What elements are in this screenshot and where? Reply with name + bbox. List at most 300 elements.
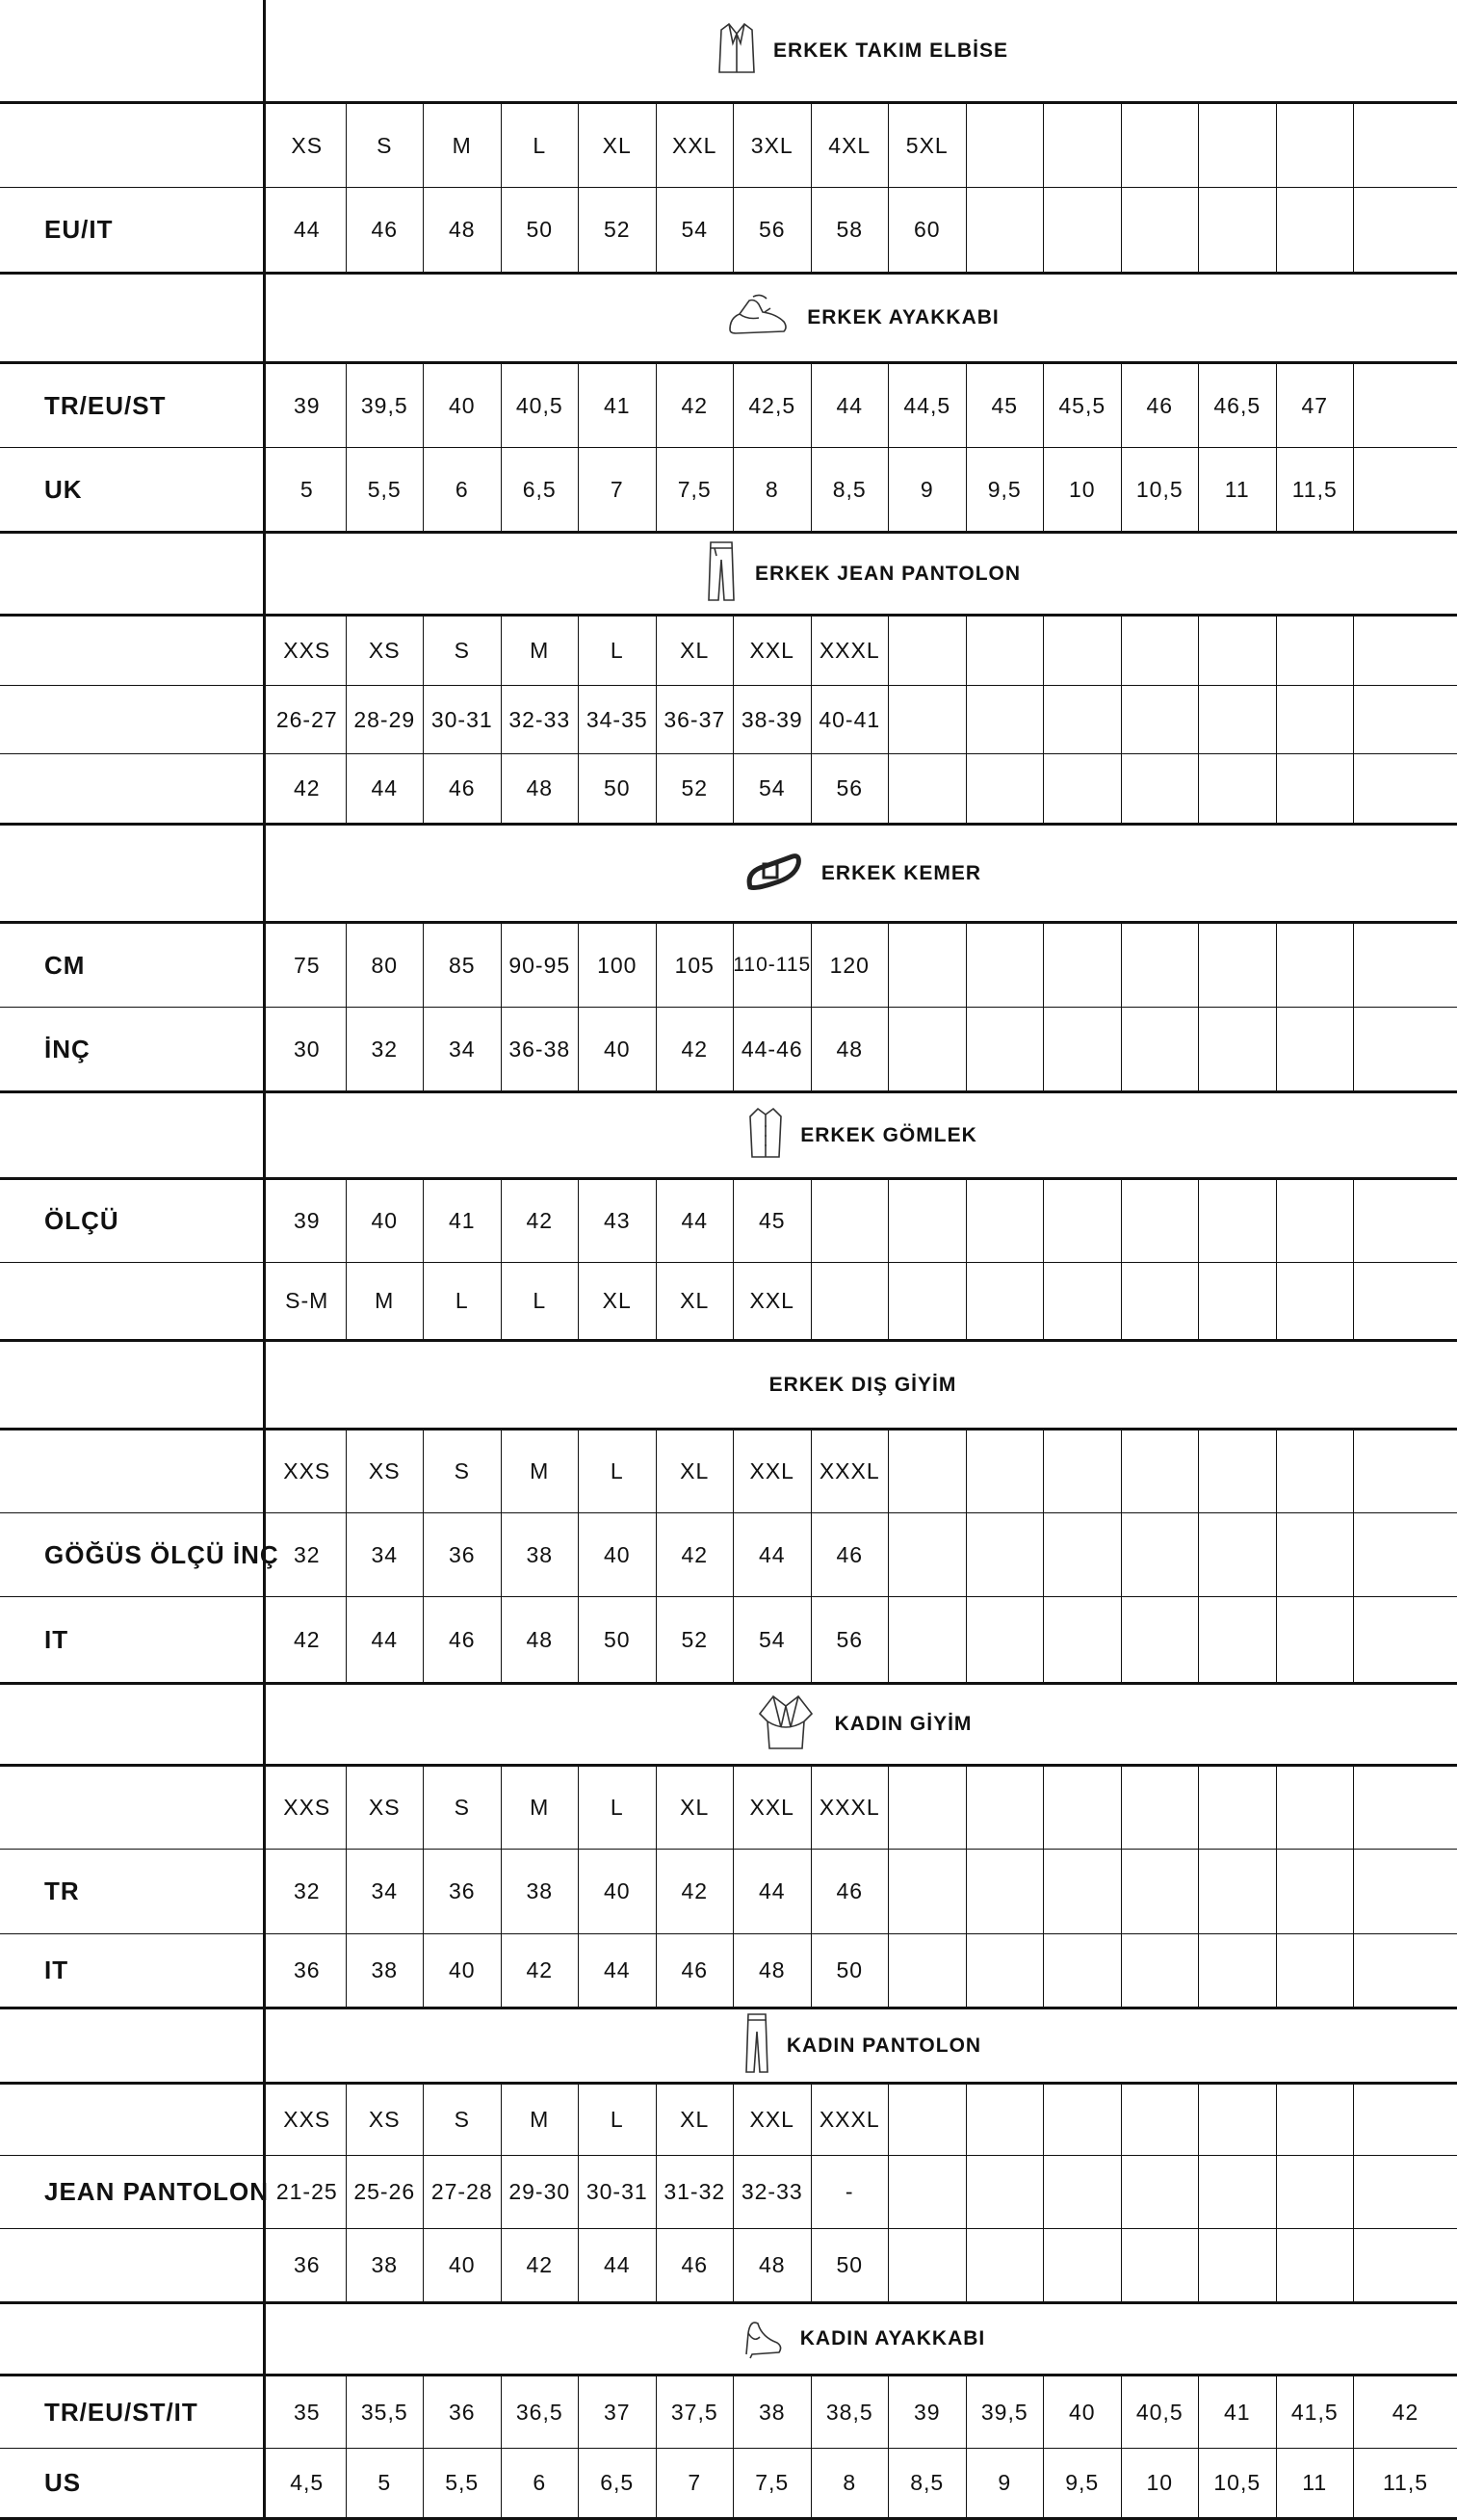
table-cell: 5,5 — [424, 2449, 502, 2517]
table-row — [0, 1263, 1457, 1339]
table-cell: 41 — [424, 1180, 502, 1262]
table-cell — [1354, 2085, 1457, 2155]
table-cell: 42 — [657, 364, 735, 447]
table-cell — [967, 188, 1045, 272]
table-cell: XXS — [269, 2085, 347, 2155]
table-cell: 9,5 — [1044, 2449, 1122, 2517]
table-cell: 10,5 — [1122, 448, 1200, 531]
table-cell: XXS — [269, 1767, 347, 1849]
section-header-label-cell — [0, 1093, 266, 1177]
table-cell — [889, 2085, 967, 2155]
table-cell: 36-37 — [657, 686, 735, 753]
table-cell: XL — [579, 1263, 657, 1339]
table-cell: 48 — [734, 2229, 812, 2301]
table-cell — [1044, 1597, 1122, 1682]
section-title: ERKEK DIŞ GİYİM — [768, 1373, 957, 1396]
table-cell: 5XL — [889, 104, 967, 187]
table-cell: 5 — [347, 2449, 425, 2517]
table-cell — [889, 754, 967, 823]
table-cell — [889, 1180, 967, 1262]
table-cell: XS — [347, 2085, 425, 2155]
table-cell: 8,5 — [889, 2449, 967, 2517]
table-cell — [889, 1008, 967, 1090]
table-cell — [1277, 1767, 1355, 1849]
row-label — [0, 1767, 266, 1849]
table-cell — [1122, 754, 1200, 823]
table-cell: 42 — [657, 1513, 735, 1596]
table-cell — [1122, 924, 1200, 1007]
section-erkek-kemer — [0, 826, 1457, 1093]
table-cell — [1277, 1850, 1355, 1933]
table-row — [0, 754, 1457, 823]
table-cell — [1122, 1597, 1200, 1682]
table-cell: 21-25 — [269, 2156, 347, 2228]
section-title: ERKEK GÖMLEK — [800, 1123, 977, 1146]
table-cell — [1354, 104, 1457, 187]
table-cell: 56 — [812, 754, 890, 823]
table-cell — [1044, 1180, 1122, 1262]
table-cell: 39 — [269, 364, 347, 447]
table-cell — [967, 617, 1045, 685]
table-cell: 46 — [657, 2229, 735, 2301]
table-cell — [1354, 686, 1457, 753]
table-row — [0, 2085, 1457, 2156]
table-cell — [967, 1934, 1045, 2007]
table-cell: XXL — [734, 1263, 812, 1339]
table-cell: 25-26 — [347, 2156, 425, 2228]
table-cell: 30-31 — [579, 2156, 657, 2228]
table-cell: 58 — [812, 188, 890, 272]
shirt-icon — [748, 1105, 783, 1166]
table-cell: 40 — [424, 364, 502, 447]
table-cell: 40 — [1044, 2376, 1122, 2448]
section-title: KADIN AYAKKABI — [799, 2327, 986, 2349]
section-erkek-dis-giyim — [0, 1342, 1457, 1685]
table-cell: 42,5 — [734, 364, 812, 447]
row-label — [0, 754, 266, 823]
row-cells — [269, 104, 1457, 187]
table-cell — [889, 924, 967, 1007]
table-cell — [1044, 754, 1122, 823]
table-cell: 39,5 — [967, 2376, 1045, 2448]
table-cell: 36 — [269, 2229, 347, 2301]
table-row — [0, 1767, 1457, 1850]
table-cell — [1122, 1431, 1200, 1512]
table-cell — [889, 2156, 967, 2228]
row-cells — [269, 1934, 1457, 2007]
section-title-area — [269, 2009, 1457, 2082]
section-title-area — [269, 0, 1457, 101]
table-cell: XXL — [657, 104, 735, 187]
table-cell — [967, 1597, 1045, 1682]
table-row — [0, 364, 1457, 448]
table-cell: 50 — [812, 1934, 890, 2007]
table-cell: 48 — [502, 1597, 580, 1682]
table-cell — [1199, 1850, 1277, 1933]
table-cell: 44 — [579, 2229, 657, 2301]
row-label: EU/IT — [0, 188, 266, 272]
table-row — [0, 1597, 1457, 1682]
table-cell: 44 — [269, 188, 347, 272]
table-cell — [1277, 2229, 1355, 2301]
table-cell: 8 — [812, 2449, 890, 2517]
table-cell: L — [579, 617, 657, 685]
table-cell: 34-35 — [579, 686, 657, 753]
table-cell: 52 — [579, 188, 657, 272]
table-cell: 56 — [734, 188, 812, 272]
table-cell — [889, 1431, 967, 1512]
women-pants-icon — [744, 2012, 769, 2079]
table-row — [0, 2229, 1457, 2301]
table-cell: 42 — [269, 754, 347, 823]
table-cell: 37,5 — [657, 2376, 735, 2448]
table-cell — [1277, 1431, 1355, 1512]
table-cell: 46 — [657, 1934, 735, 2007]
table-cell: 42 — [1392, 2399, 1419, 2425]
row-label: TR/EU/ST/IT — [0, 2376, 266, 2448]
table-cell: 7 — [657, 2449, 735, 2517]
table-cell: 6,5 — [502, 448, 580, 531]
table-cell: 40 — [424, 1934, 502, 2007]
table-cell: 7,5 — [734, 2449, 812, 2517]
table-cell — [967, 924, 1045, 1007]
table-cell: 6,5 — [579, 2449, 657, 2517]
table-cell — [1122, 1767, 1200, 1849]
table-cell — [967, 1513, 1045, 1596]
section-header-label-cell — [0, 1342, 266, 1428]
table-cell: XXL — [734, 617, 812, 685]
table-cell: 34 — [347, 1850, 425, 1933]
table-cell — [889, 1850, 967, 1933]
table-cell — [967, 686, 1045, 753]
table-cell: 40,5 — [502, 364, 580, 447]
section-title-area — [269, 275, 1457, 361]
table-row — [0, 1180, 1457, 1263]
table-cell: 7,5 — [657, 448, 735, 531]
section-kadin-ayakkabi — [0, 2304, 1457, 2520]
table-cell — [1277, 104, 1355, 187]
table-cell: M — [502, 1431, 580, 1512]
table-cell: XS — [347, 1431, 425, 1512]
table-cell: 52 — [657, 1597, 735, 1682]
table-cell: XXXL — [812, 1431, 890, 1512]
table-cell — [1122, 617, 1200, 685]
section-erkek-takim-elbise — [0, 0, 1457, 275]
table-cell: 60 — [889, 188, 967, 272]
table-cell: 54 — [734, 754, 812, 823]
section-title-area — [269, 534, 1457, 614]
table-cell: 80 — [347, 924, 425, 1007]
table-cell — [812, 1180, 890, 1262]
table-cell — [1277, 754, 1355, 823]
table-cell: 44 — [734, 1850, 812, 1933]
section-header — [0, 1685, 1457, 1767]
table-cell: 5,5 — [347, 448, 425, 531]
table-cell — [1122, 104, 1200, 187]
table-cell — [1044, 1263, 1122, 1339]
table-row — [0, 686, 1457, 754]
table-cell — [1044, 617, 1122, 685]
section-erkek-ayakkabi — [0, 275, 1457, 534]
table-cell — [967, 2229, 1045, 2301]
table-cell — [1122, 1008, 1200, 1090]
table-cell: S — [347, 104, 425, 187]
row-cells — [269, 2229, 1457, 2301]
section-header — [0, 1342, 1457, 1431]
table-cell — [967, 2085, 1045, 2155]
table-cell — [1044, 188, 1122, 272]
table-cell: 38 — [502, 1850, 580, 1933]
table-cell: 50 — [579, 754, 657, 823]
table-cell: 34 — [347, 1513, 425, 1596]
row-cells — [269, 1008, 1457, 1090]
section-header — [0, 1093, 1457, 1180]
table-cell: 11 — [1277, 2449, 1355, 2517]
table-row — [0, 188, 1457, 272]
table-cell: 37 — [579, 2376, 657, 2448]
table-cell: XS — [347, 1767, 425, 1849]
table-cell: 5 — [269, 448, 347, 531]
table-cell — [1199, 924, 1277, 1007]
table-cell: 56 — [812, 1597, 890, 1682]
row-label — [0, 1263, 266, 1339]
table-cell: 48 — [734, 1934, 812, 2007]
section-header-label-cell — [0, 2304, 266, 2374]
table-cell: S — [424, 1767, 502, 1849]
table-cell: 42 — [269, 1597, 347, 1682]
table-cell: 41 — [579, 364, 657, 447]
row-cells — [269, 188, 1457, 272]
table-cell: L — [579, 1767, 657, 1849]
section-header — [0, 2304, 1457, 2376]
table-cell — [967, 1431, 1045, 1512]
table-cell: M — [424, 104, 502, 187]
table-cell — [1277, 1513, 1355, 1596]
section-header — [0, 2009, 1457, 2085]
section-kadin-pantolon — [0, 2009, 1457, 2304]
table-cell: 6 — [424, 448, 502, 531]
table-cell: XS — [269, 104, 347, 187]
table-cell: 54 — [734, 1597, 812, 1682]
table-cell: 30 — [269, 1008, 347, 1090]
row-label: US — [0, 2449, 266, 2517]
section-erkek-gomlek — [0, 1093, 1457, 1342]
row-label: JEAN PANTOLON — [0, 2156, 266, 2228]
table-row — [0, 1934, 1457, 2007]
table-cell: XXL — [734, 1431, 812, 1512]
table-cell — [1354, 188, 1457, 272]
table-cell — [889, 1513, 967, 1596]
table-cell: 35 — [269, 2376, 347, 2448]
table-cell: 42 — [502, 1934, 580, 2007]
table-cell: 36 — [424, 1850, 502, 1933]
table-cell — [967, 1850, 1045, 1933]
table-cell: 48 — [424, 188, 502, 272]
table-cell: 44 — [347, 1597, 425, 1682]
table-cell: 40 — [424, 2229, 502, 2301]
row-cells — [269, 1431, 1457, 1512]
table-cell — [1044, 1850, 1122, 1933]
table-cell: S — [424, 617, 502, 685]
men-shoe-icon — [726, 291, 790, 346]
table-cell: L — [579, 1431, 657, 1512]
table-cell — [1122, 2229, 1200, 2301]
table-cell: 32 — [269, 1513, 347, 1596]
table-cell: S — [424, 2085, 502, 2155]
row-label — [0, 1431, 266, 1512]
table-cell: 105 — [657, 924, 735, 1007]
table-cell: 29-30 — [502, 2156, 580, 2228]
women-top-icon — [754, 1693, 818, 1757]
table-cell: 50 — [579, 1597, 657, 1682]
table-cell — [1122, 686, 1200, 753]
row-label: CM — [0, 924, 266, 1007]
table-cell: M — [347, 1263, 425, 1339]
section-title-area — [269, 1685, 1457, 1764]
table-row — [0, 2376, 1457, 2449]
table-cell — [1122, 1934, 1200, 2007]
table-cell — [1199, 1008, 1277, 1090]
table-cell: 26-27 — [269, 686, 347, 753]
section-title: ERKEK AYAKKABI — [807, 306, 1000, 328]
table-cell — [889, 1934, 967, 2007]
table-cell: 4XL — [812, 104, 890, 187]
table-cell — [1199, 188, 1277, 272]
row-cells — [269, 924, 1457, 1007]
table-cell — [1277, 1597, 1355, 1682]
row-cells — [269, 1263, 1457, 1339]
table-cell — [1199, 1597, 1277, 1682]
table-cell: XXL — [734, 1767, 812, 1849]
table-cell: 42 — [657, 1008, 735, 1090]
section-title: KADIN GİYİM — [834, 1713, 973, 1735]
table-cell — [1044, 1767, 1122, 1849]
table-cell: 50 — [502, 188, 580, 272]
table-cell: L — [502, 104, 580, 187]
table-cell: 31-32 — [657, 2156, 735, 2228]
row-cells — [269, 1767, 1457, 1849]
table-cell — [1354, 1513, 1457, 1596]
table-cell: 36-38 — [502, 1008, 580, 1090]
table-cell: - — [812, 2156, 890, 2228]
table-row — [0, 2449, 1457, 2517]
table-cell — [1277, 1180, 1355, 1262]
table-cell: 27-28 — [424, 2156, 502, 2228]
table-cell: 46 — [812, 1513, 890, 1596]
row-cells — [269, 617, 1457, 685]
table-cell — [1044, 1431, 1122, 1512]
table-cell: 46 — [424, 1597, 502, 1682]
table-cell: 38 — [502, 1513, 580, 1596]
table-cell: M — [502, 1767, 580, 1849]
table-cell: 36 — [269, 1934, 347, 2007]
table-cell: 39 — [889, 2376, 967, 2448]
table-cell: 38 — [734, 2376, 812, 2448]
table-cell: 50 — [812, 2229, 890, 2301]
table-cell — [967, 104, 1045, 187]
section-header-label-cell — [0, 275, 266, 361]
section-title: ERKEK KEMER — [820, 861, 982, 884]
table-cell — [967, 1767, 1045, 1849]
row-label: TR — [0, 1850, 266, 1933]
table-cell: 39 — [269, 1180, 347, 1262]
section-header-label-cell — [0, 0, 266, 101]
row-cells — [269, 1180, 1457, 1262]
table-cell — [1044, 1008, 1122, 1090]
row-label: UK — [0, 448, 266, 531]
table-cell: XXXL — [812, 1767, 890, 1849]
row-cells — [269, 754, 1457, 823]
table-cell: 4,5 — [269, 2449, 347, 2517]
table-cell: 36 — [424, 2376, 502, 2448]
table-cell: 44 — [734, 1513, 812, 1596]
table-cell: 48 — [812, 1008, 890, 1090]
row-cells — [269, 1597, 1457, 1682]
table-cell — [1044, 2085, 1122, 2155]
table-cell: XL — [657, 1263, 735, 1339]
table-cell: 52 — [657, 754, 735, 823]
table-cell — [1199, 754, 1277, 823]
table-cell — [1199, 1934, 1277, 2007]
row-label: TR/EU/ST — [0, 364, 266, 447]
row-cells — [269, 2156, 1457, 2228]
row-label: GÖĞÜS ÖLÇÜ İNÇ — [0, 1513, 266, 1596]
row-cells — [269, 686, 1457, 753]
table-cell: 11,5 — [1277, 448, 1355, 531]
table-cell: 85 — [424, 924, 502, 1007]
table-cell — [967, 1263, 1045, 1339]
section-header — [0, 534, 1457, 617]
table-row — [0, 1431, 1457, 1513]
table-cell — [1354, 1263, 1457, 1339]
table-cell — [1354, 448, 1457, 531]
table-cell: XXXL — [812, 617, 890, 685]
section-title-area — [269, 826, 1457, 921]
table-cell: 9,5 — [967, 448, 1045, 531]
table-cell: 46 — [347, 188, 425, 272]
table-cell — [967, 1008, 1045, 1090]
table-cell: 32-33 — [502, 686, 580, 753]
table-cell: S-M — [269, 1263, 347, 1339]
table-cell — [967, 2156, 1045, 2228]
table-cell — [1199, 617, 1277, 685]
table-cell: 36,5 — [502, 2376, 580, 2448]
section-header-label-cell — [0, 2009, 266, 2082]
table-cell — [1354, 2156, 1457, 2228]
table-cell — [967, 754, 1045, 823]
table-row — [0, 448, 1457, 531]
table-cell: 41 — [1199, 2376, 1277, 2448]
table-cell: 40 — [579, 1513, 657, 1596]
suit-jacket-icon — [717, 20, 756, 81]
table-cell: 34 — [424, 1008, 502, 1090]
row-label — [0, 686, 266, 753]
table-row — [0, 617, 1457, 686]
table-cell: 40,5 — [1122, 2376, 1200, 2448]
table-row — [0, 1008, 1457, 1090]
table-cell — [1277, 924, 1355, 1007]
table-cell: 11,5 — [1382, 2470, 1429, 2495]
row-label: IT — [0, 1934, 266, 2007]
table-cell: 39,5 — [347, 364, 425, 447]
table-cell — [1199, 2229, 1277, 2301]
section-header-label-cell — [0, 826, 266, 921]
table-cell — [1044, 1513, 1122, 1596]
table-cell — [1199, 1513, 1277, 1596]
table-cell: 41,5 — [1277, 2376, 1355, 2448]
table-cell — [1277, 2156, 1355, 2228]
table-cell: 3XL — [734, 104, 812, 187]
